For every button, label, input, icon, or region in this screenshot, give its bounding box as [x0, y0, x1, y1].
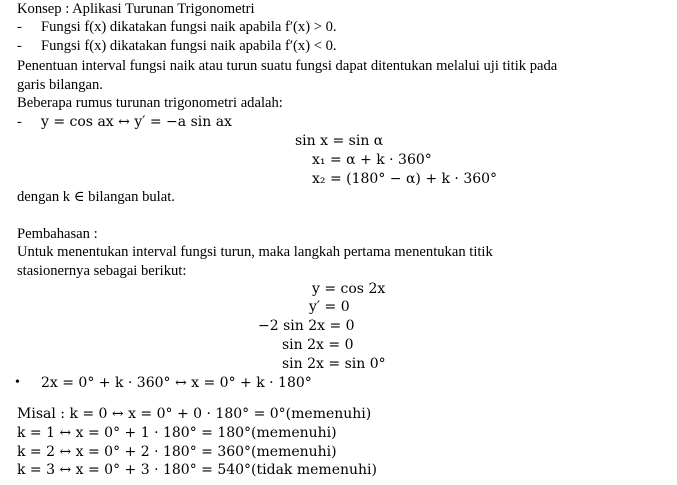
misal-k3: k = 3 ↔ x = 0° + 3 · 180° = 540°(tidak memenuhi): [17, 462, 377, 478]
sin-equation: sin x = sin α: [295, 133, 384, 149]
step-1-equation: y = cos 2x: [312, 281, 386, 297]
step-5-equation: sin 2x = sin 0°: [282, 356, 386, 372]
dash-bullet-icon: -: [17, 19, 22, 35]
konsep-bullet-2: [17, 37, 337, 55]
dash-bullet-icon: -: [17, 38, 22, 54]
bullet-equation: 2x = 0° + k · 360° ↔ x = 0° + k · 180°: [41, 375, 312, 391]
x1-equation: x₁ = α + k · 360°: [312, 152, 432, 168]
dash-bullet-icon: -: [17, 114, 22, 130]
misal-k1: k = 1 ↔ x = 0° + 1 · 180° = 180°(memenuhi): [17, 425, 337, 441]
misal-k0: Misal : k = 0 ↔ x = 0° + 0 · 180° = 0°(memenuhi): [17, 406, 372, 422]
rumus-bullet-1: [17, 113, 232, 131]
dengan-k-text: dengan k ∈ bilangan bulat.: [17, 189, 175, 205]
step-3-equation: −2 sin 2x = 0: [258, 318, 355, 334]
pembahasan-intro-line-2: stasionernya sebagai berikut:: [17, 263, 187, 279]
rumus-1-equation: y = cos ax ↔ y′ = −a sin ax: [41, 114, 232, 130]
step-2-equation: y′ = 0: [309, 299, 350, 315]
misal-k2: k = 2 ↔ x = 0° + 2 · 180° = 360°(memenuhi): [17, 444, 337, 460]
dot-bullet-icon: •: [15, 375, 20, 390]
step-4-equation: sin 2x = 0: [282, 337, 354, 353]
konsep-paragraph-line-2: garis bilangan.: [17, 77, 103, 93]
konsep-bullet-1-text: Fungsi f(x) dikatakan fungsi naik apabila f′(x) > 0.: [41, 19, 337, 35]
konsep-paragraph-line-1: Penentuan interval fungsi naik atau turun suatu fungsi dapat ditentukan melalui uji titik pada: [17, 58, 558, 74]
pembahasan-intro-line-1: Untuk menentukan interval fungsi turun, maka langkah pertama menentukan titik: [17, 244, 493, 260]
konsep-bullet-2-text: Fungsi f(x) dikatakan fungsi naik apabila f′(x) < 0.: [41, 38, 337, 54]
rumus-intro: Beberapa rumus turunan trigonometri adalah:: [17, 95, 283, 111]
x2-equation: x₂ = (180° − α) + k · 360°: [312, 171, 498, 187]
konsep-bullet-1: [17, 18, 337, 36]
pembahasan-title: Pembahasan :: [17, 226, 98, 242]
konsep-title: Konsep : Aplikasi Turunan Trigonometri: [17, 1, 255, 17]
